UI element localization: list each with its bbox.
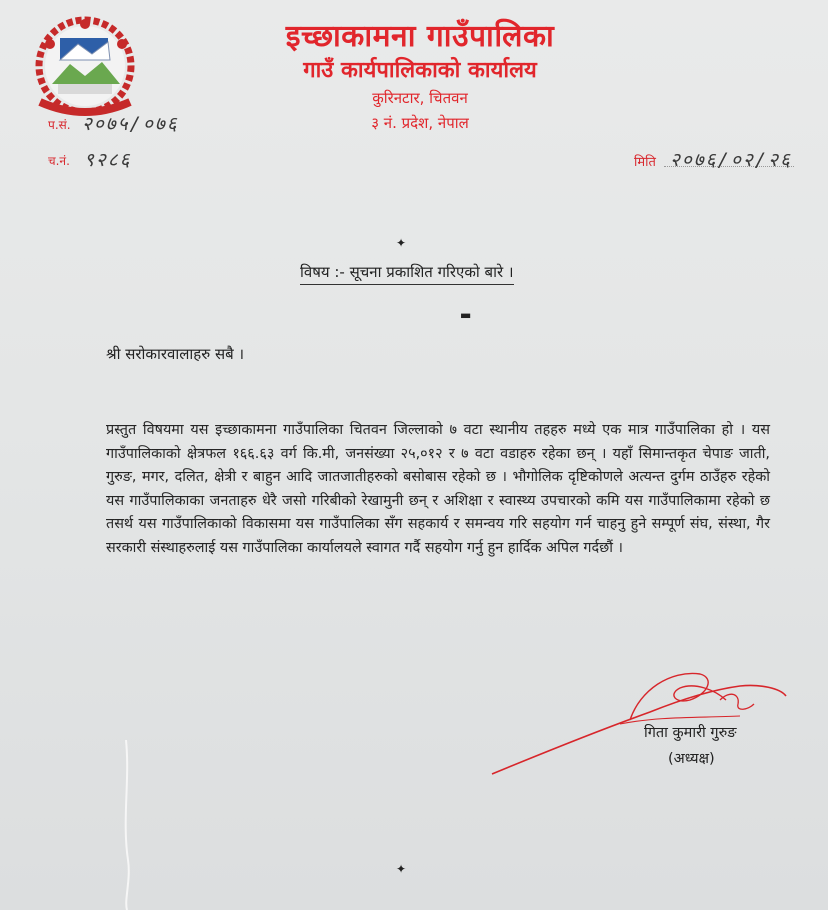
nepal-emblem-icon (30, 14, 140, 124)
signatory-title: (अध्यक्ष) (668, 751, 715, 767)
paper-crease (116, 740, 136, 910)
ps-number: २०७५/०७६ (82, 113, 179, 135)
letter-body: प्रस्तुत विषयमा यस इच्छाकामना गाउँपालिका चितवन जिल्लाको ७ वटा स्थानीय तहहरु मध्ये एक मात्र गाउँपालिका हो । यस गाउँपालिकाको क्षेत्रफल १६६.६३ वर्ग कि.मी, जनसंख्या २५,०१२ र ७ वटा वडाहरु रहेका छन् । यहाँ सिमान्तकृत चेपाङ जाती, गुरुङ, मगर, दलित, क्षेत्री र बाहुन आदि जातजातीहरुको बसोबास रहेको छ । भौगोलिक दृष्टिकोणले अत्यन्त दुर्गम ठाउँहरु रहेको यस गाउँपालिकाका जनताहरु धेरै जसो गरिबीको रेखामुनी छन् र अशिक्षा र स्वास्थ्य उपचारको कमि यस गाउँपालिकामा रहेको छ तसर्थ यस गाउँपालिकाको विकासमा यस गाउँपालिका सँग सहकार्य र समन्वय गरि सहयोग गर्न चाहनु हुने सम्पूर्ण संघ, संस्था, गैर सरकारी संस्थाहरुलाई यस गाउँपालिका कार्यालयले स्वागत गर्दै सहयोग गर्नु हुन हार्दिक अपिल गर्दछौं । (106, 422, 770, 556)
office-name: गाउँ कार्यपालिकाको कार्यालय (303, 58, 537, 83)
subject-line: विषय :- सूचना प्रकाशित गरिएको बारे । (300, 262, 514, 285)
signature-icon (490, 660, 790, 780)
signatory-name: गिता कुमारी गुरुङ (644, 725, 737, 741)
speck-mark: ▬ (460, 308, 472, 322)
organization-name: इच्छाकामना गाउँपालिका (285, 19, 555, 54)
salutation: श्री सरोकारवालाहरु सबै । (106, 345, 245, 363)
speck-mark: ✦ (396, 862, 407, 876)
date-value: २०७६/०२/२६ (670, 149, 792, 171)
cn-label: च.नं. (48, 154, 70, 168)
date-label: मिति (634, 155, 656, 170)
address-line-1: कुरिनटार, चितवन (372, 89, 468, 107)
cn-number: ९२८६ (84, 149, 132, 171)
address-line-2: ३ नं. प्रदेश, नेपाल (371, 114, 469, 132)
ps-label: प.सं. (48, 118, 71, 132)
speck-mark: ✦ (396, 236, 407, 250)
